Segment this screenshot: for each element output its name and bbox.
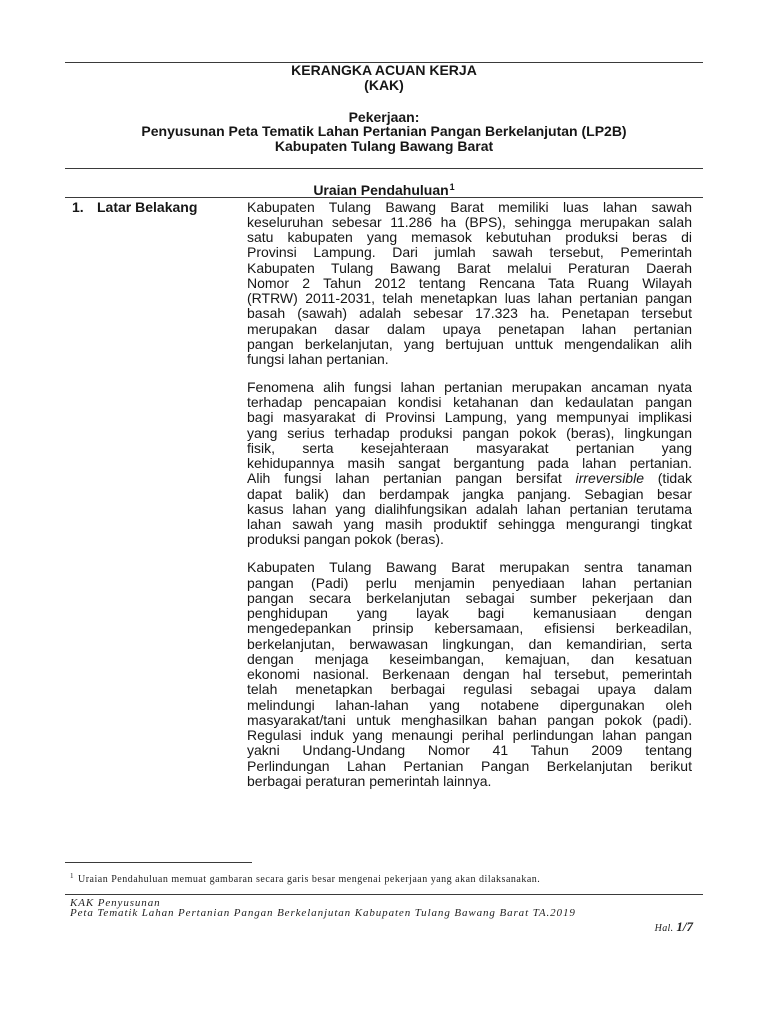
text-line: Regulasi induk yang menaungi perihal perlindungan lahan pangan xyxy=(247,727,692,744)
text-line xyxy=(247,471,692,486)
item-number: 1. xyxy=(72,198,84,215)
text-line: dapat balik) dan berdampak jangka panjang. Sebagian besar xyxy=(247,485,692,502)
text-line: Perlindungan Lahan Pertanian Pangan Berkelanjutan berikut xyxy=(247,757,692,774)
footnote-reference: 1 xyxy=(449,181,455,192)
text-line: keseluruhan sebesar 11.286 ha (BPS), sehingga merupakan salah xyxy=(247,213,692,230)
text-line: fisik, serta kesejahteraan masyarakat pertanian yang xyxy=(247,439,692,456)
document-title-abbreviation: (KAK) xyxy=(364,77,404,93)
text-line: berbagai peraturan pemerintah lainnya. xyxy=(247,772,492,789)
section-body xyxy=(247,200,692,802)
text-line: pangan (Padi) perlu menjamin penyediaan lahan pertanian xyxy=(247,574,692,591)
text-line: produksi pangan pokok (beras). xyxy=(247,531,444,548)
footnote-separator xyxy=(65,862,252,863)
text-segment: (tidak xyxy=(657,470,692,487)
text-line: satu kabupaten yang memasok kebutuhan produksi beras di xyxy=(247,229,692,245)
footer-project-name: Peta Tematik Lahan Pertanian Pangan Berkelanjutan Kabupaten Tulang Bawang Barat TA.2019 xyxy=(70,906,576,919)
text-line: (RTRW) 2011-2031, telah menetapkan luas lahan pertanian pangan xyxy=(247,290,692,306)
text-line: Kabupaten Tulang Bawang Barat merupakan sentra tanaman xyxy=(247,559,692,576)
paragraph xyxy=(247,200,692,368)
text-line: dengan menjaga keseimbangan, kemajuan, dan kesatuan xyxy=(247,650,692,667)
text-line: pangan secara berkelanjutan sebagai sumber pekerjaan dan xyxy=(247,589,692,606)
section-heading xyxy=(65,183,703,198)
page-count: 1/7 xyxy=(676,919,693,934)
paragraph xyxy=(247,380,692,548)
text-line: merupakan dasar dalam upaya penetapan lahan pertanian xyxy=(247,320,692,337)
text-line: kehidupannya masih sangat bergantung pada lahan pertanian. xyxy=(247,455,692,472)
italic-term: irreversible xyxy=(575,470,644,487)
text-line: yang serius terhadap produksi pangan pokok (beras), lingkungan xyxy=(247,424,692,441)
text-line: fungsi lahan pertanian. xyxy=(247,351,389,367)
footnote-mark: 1 xyxy=(70,872,74,880)
work-title: Penyusunan Peta Tematik Lahan Pertanian Pangan Berkelanjutan (LP2B) xyxy=(141,123,627,139)
text-line: Fenomena alih fungsi lahan pertanian merupakan ancaman nyata xyxy=(247,378,692,395)
text-line: melindungi lahan-lahan yang notabene dipergunakan oleh xyxy=(247,696,692,713)
document-title: KERANGKA ACUAN KERJA xyxy=(291,62,477,78)
section-heading-text: Uraian Pendahuluan xyxy=(313,181,449,198)
text-line: bagi masyarakat di Provinsi Lampung, yang mempunyai implikasi xyxy=(247,409,692,426)
text-line: basah (sawah) adalah sebesar 17.323 ha. Penetapan tersebut xyxy=(247,305,692,322)
text-line: Kabupaten Tulang Bawang Barat memiliki luas lahan sawah xyxy=(247,198,692,215)
section-item-label xyxy=(72,200,197,215)
work-location: Kabupaten Tulang Bawang Barat xyxy=(274,138,494,154)
text-line: pangan berkelanjutan, yang bertujuan unttuk mengendalikan alih xyxy=(247,335,692,352)
paragraph xyxy=(247,560,692,789)
page-number xyxy=(655,920,693,936)
page-label: Hal. xyxy=(654,923,674,934)
text-line: mengedepankan prinsip kebersamaan, efisiensi berkeadilan, xyxy=(247,620,692,637)
text-line: Kabupaten Tulang Bawang Barat melalui Peraturan Daerah xyxy=(247,259,692,276)
text-line: telah menetapkan berbagai regulasi sebagai upaya dalam xyxy=(247,681,692,698)
footnote xyxy=(70,870,540,886)
text-line: ekonomi nasional. Berkenaan dengan hal tersebut, pemerintah xyxy=(247,666,692,683)
text-line: yakni Undang-Undang Nomor 41 Tahun 2009 tentang xyxy=(247,742,692,759)
text-line: Nomor 2 Tahun 2012 tentang Rencana Tata Ruang Wilayah xyxy=(247,274,692,291)
text-line: terhadap pencapaian kondisi ketahanan dan kedaulatan pangan xyxy=(247,394,692,411)
item-title: Latar Belakang xyxy=(97,198,198,215)
footnote-text: Uraian Pendahuluan memuat gambaran secara garis besar mengenai pekerjaan yang akan dilaksanakan. xyxy=(78,874,541,885)
text-line: penghidupan yang layak bagi kemanusiaan dengan xyxy=(247,605,692,622)
text-line: berkelanjutan, berwawasan lingkungan, dan kemandirian, serta xyxy=(247,635,692,652)
text-line: kasus lahan yang dialihfungsikan adalah lahan pertanian terutama xyxy=(247,500,692,517)
text-segment: Alih fungsi lahan pertanian pangan bersifat xyxy=(247,470,562,487)
text-line: Provinsi Lampung. Dari jumlah sawah tersebut, Pemerintah xyxy=(247,244,692,261)
footer-divider xyxy=(65,894,703,895)
footer-document-name: KAK Penyusunan xyxy=(70,896,161,909)
work-label: Pekerjaan: xyxy=(348,109,420,125)
header-divider xyxy=(65,168,703,169)
text-line: lahan sawah yang masih produktif sehingga mengurangi tingkat xyxy=(247,516,692,533)
text-line: masyarakat/tani untuk menghasilkan bahan pangan pokok (padi). xyxy=(247,711,692,728)
